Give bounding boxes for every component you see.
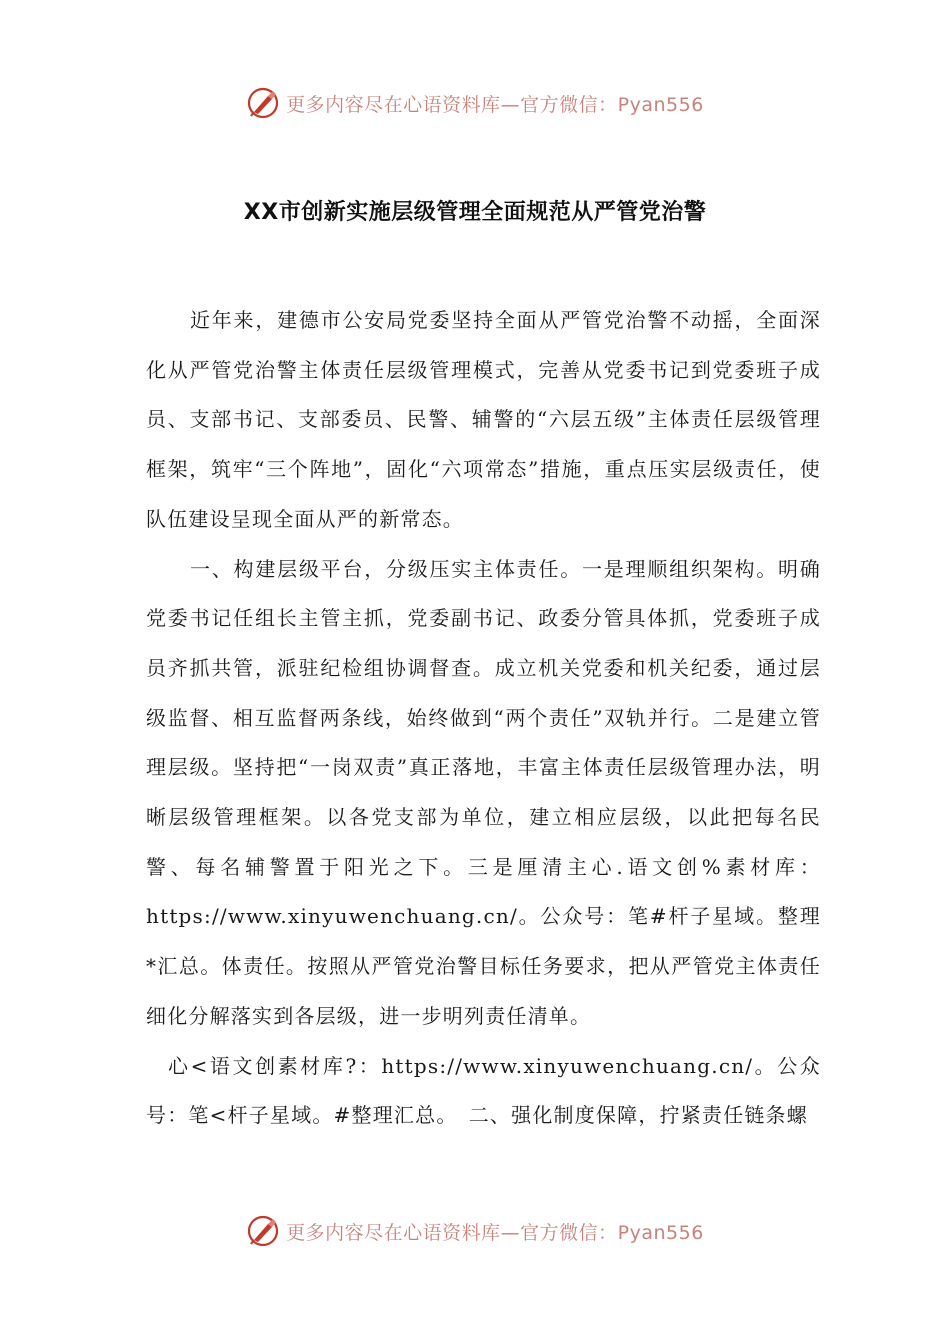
banner-text: 更多内容尽在心语资料库—官方微信：Pyan556	[286, 93, 704, 116]
document-title: XX市创新实施层级管理全面规范从严管党治警	[243, 199, 707, 225]
pen-nib-logo-icon	[246, 86, 280, 120]
header-watermark-banner	[0, 83, 950, 123]
pen-nib-logo-icon	[246, 1214, 280, 1248]
banner-text: 更多内容尽在心语资料库—官方微信：Pyan556	[286, 1221, 704, 1244]
paragraph-intro: 近年来，建德市公安局党委坚持全面从严管党治警不动摇，全面深化从严管党治警主体责任层级管理模式，完善从党委书记到党委班子成员、支部书记、支部委员、民警、辅警的“六层五级”主体责任层级管理框架，筑牢“三个阵地”，固化“六项常态”措施，重点压实层级责任，使队伍建设呈现全面从严的新常态。	[146, 308, 821, 531]
footer-watermark-banner	[0, 1211, 950, 1251]
paragraph-section-1: 一、构建层级平台，分级压实主体责任。一是理顺组织架构。明确党委书记任组长主管主抓，党委副书记、政委分管具体抓，党委班子成员齐抓共管，派驻纪检组协调督查。成立机关党委和机关纪委，通过层级监督、相互监督两条线，始终做到“两个责任”双轨并行。二是建立管理层级。坚持把“一岗双责”真正落地，丰富主体责任层级管理办法，明晰层级管理框架。以各党支部为单位，建立相应层级，以此把每名民警、每名辅警置于阳光之下。三是厘清主心.语文创%素材库：https://www.xinyuwenchuang.cn/。公众号：笔#杆子星域。整理*汇总。体责任。按照从严管党治警目标任务要求，把从严管党主体责任细化分解落实到各层级，进一步明列责任清单。	[146, 556, 821, 1028]
paragraph-section-2-start: 心<语文创素材库?：https://www.xinyuwenchuang.cn/。公众号：笔<杆子星域。#整理汇总。 二、强化制度保障，拧紧责任链条螺	[146, 1053, 821, 1128]
document-body	[146, 296, 821, 1141]
